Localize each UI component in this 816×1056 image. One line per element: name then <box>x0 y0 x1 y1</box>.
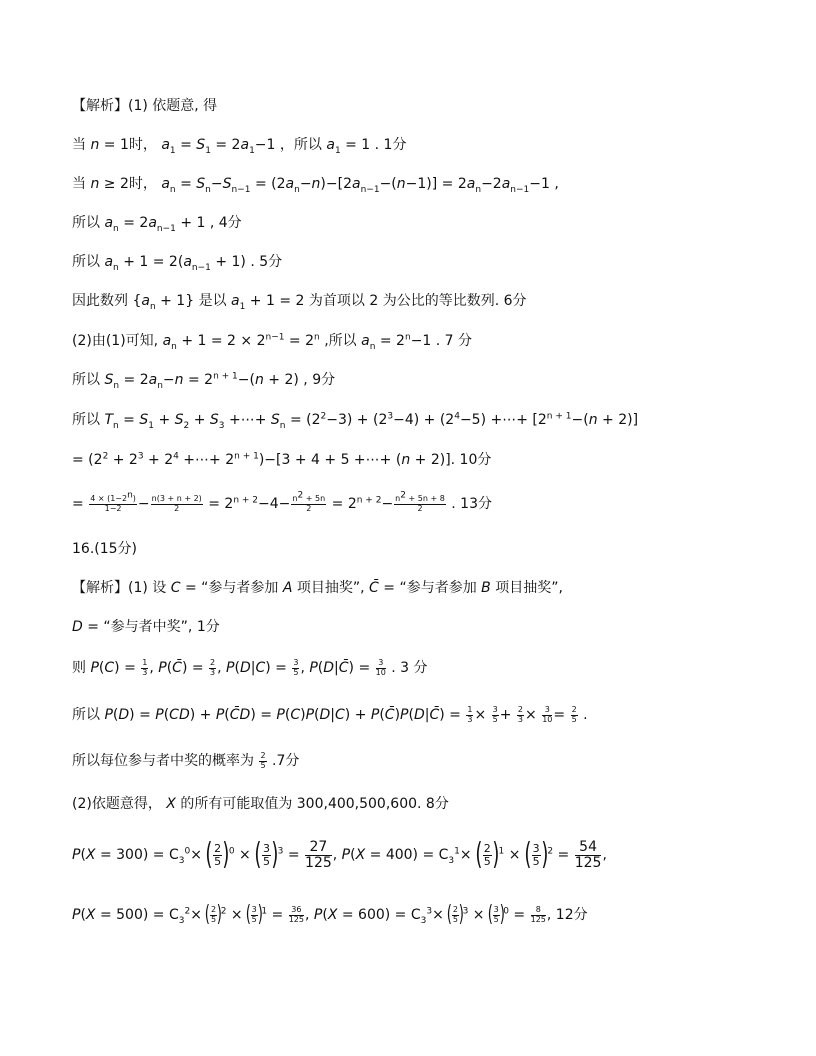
formula-line-11: = $\frac{4 \times (1-2^n)}{1-2}$ − $\frac{n(3 + n + 2)}{2}$ = $2^{n + 2}-4-$ $\frac{n^2 + 5n}{2}$ = $2^{n + 2}-$ $\frac{n^2 + 5n + 8}{2}$ . 13分 <box>72 490 492 513</box>
solution-heading-1: 【解析】(1) 依题意, 得 <box>72 98 218 114</box>
formula-line-14: D = “参与者中奖”, 1分 <box>72 619 220 635</box>
formula-line-8: 所以 $S_n = 2a_n-n = 2^{n + 1}-(n + 2)$ , 9分 <box>72 371 336 391</box>
formula-line-2: 当 n = 1时， $a_1 = S_1 = 2a_1-1$ ，所以 $a_1 = 1$ . 1分 <box>72 137 407 156</box>
question-number-16: 16.(15分) <box>72 541 138 557</box>
solution-label-1: 【解析】 <box>72 98 128 114</box>
formula-line-15: 则 P(C) = $\frac{1}{3}$ , P(C̄) = $\frac{2}{3}$ , P(D|C) = $\frac{3}{5}$ , P(D|C̄) = $\frac{3}{10}$ . 3 分 <box>72 658 428 677</box>
formula-line-20: $P(X = 500) = C_3^2\times$ ( $\frac{2}{5}$ )$^2$ × ( $\frac{3}{5}$ )$^1$ = $\frac{36}{125}$ , $P(X = 600) = C_3^3\times$ ( $\frac{2}{5}$ )$^3$ × ( $\frac{3}{5}$ )$^0$ = $\frac{8}{125}$ , 12分 <box>72 902 588 927</box>
formula-line-7: (2)由(1)可知, $a_n + 1 = 2 \times 2^{n-1} = 2^n$ ,所以 $a_n = 2^n-1$ . 7 分 <box>72 332 473 352</box>
formula-line-5: 所以 $a_n + 1 = 2(a_{n-1} + 1)$ . 5分 <box>72 254 283 273</box>
formula-line-19: $P(X = 300) = C_3^0\times$ ( $\frac{2}{5}$ )$^0$ × ( $\frac{3}{5}$ )$^3$ = $\frac{27}{125}$ , $P(X = 400) = C_3^1\times$ ( $\frac{2}{5}$ )$^1$ × ( $\frac{3}{5}$ )$^2$ = $\frac{54}{125}$ , <box>72 837 607 873</box>
solution-label-2: 【解析】 <box>72 580 128 596</box>
solution-heading-16: 【解析】(1) 设 C = “参与者参加 A 项目抽奖”, C̄ = “参与者参加 B 项目抽奖”, <box>72 580 563 596</box>
formula-line-10: = ($2^2 + 2^3 + 2^4$ +⋯+ $2^{n + 1})-[3 + 4 + 5$ +⋯+ (n + 2)]. 10分 <box>72 451 492 468</box>
formula-line-9: 所以 $T_n = S_1 + S_2 + S_3$ +⋯+ $S_n = (2^2-3) + (2^3-4) + (2^4-5)$ +⋯+ $[2^{n + 1}-(n + 2)]$ <box>72 411 639 431</box>
formula-line-18: (2)依题意得， X 的所有可能取值为 300,400,500,600. 8分 <box>72 796 449 812</box>
formula-line-6: 因此数列 $\{a_n + 1\}$ 是以 $a_1 + 1 = 2$ 为首项以 2 为公比的等比数列. 6分 <box>72 293 527 312</box>
formula-line-16: 所以 P(D) = P(CD) + P(C̄D) = P(C)P(D|C) + P(C̄)P(D|C̄) = $\frac{1}{3}$ × $\frac{3}{5}$ + $\frac{2}{3}$ × $\frac{3}{10}$ = $\frac{2}{5}$ . <box>72 705 588 724</box>
formula-line-17: 所以每位参与者中奖的概率为 $\frac{2}{5}$ .7分 <box>72 751 300 770</box>
formula-line-4: 所以 $a_n = 2a_{n-1} + 1$ , 4分 <box>72 215 242 234</box>
formula-line-3: 当 n ≥ 2时， $a_n = S_n-S_{n-1} = (2a_n-n)-[2a_{n-1}-(n-1)] = 2a_n-2a_{n-1}-1$ , <box>72 176 559 195</box>
